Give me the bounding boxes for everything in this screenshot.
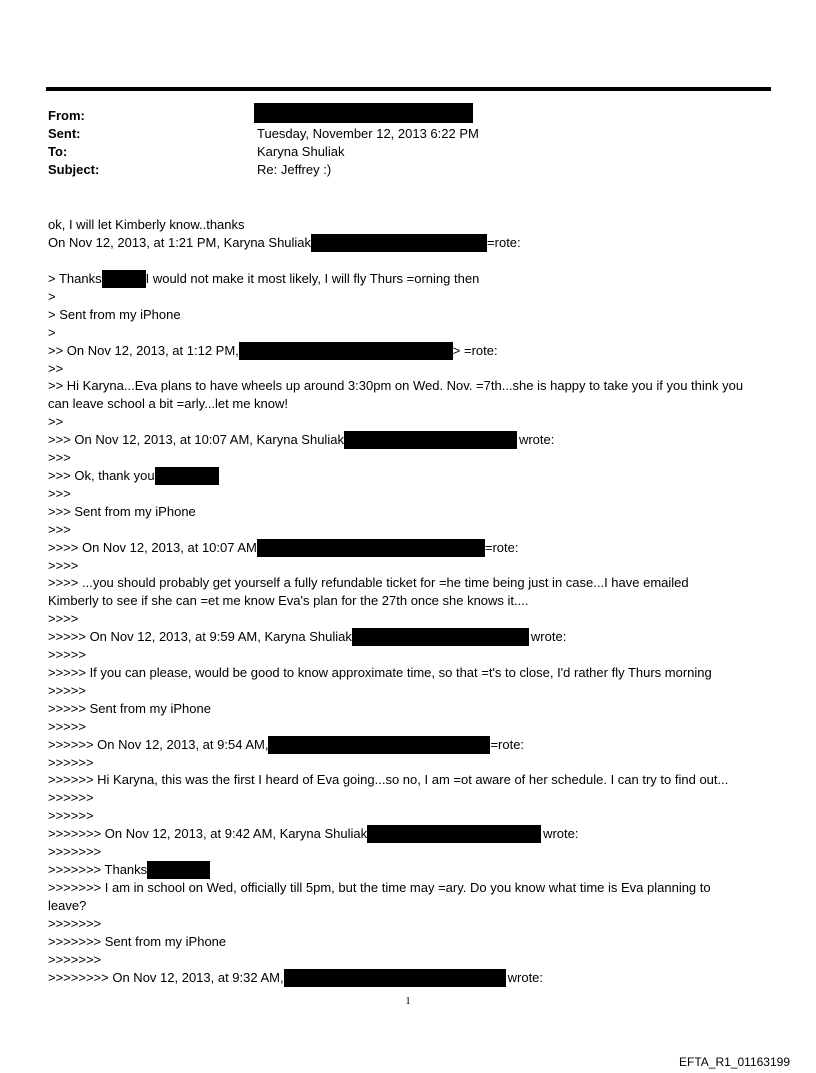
body-line: >>>>> Sent from my iPhone (48, 701, 211, 716)
body-line (48, 539, 518, 557)
body-line: > Sent from my iPhone (48, 307, 181, 322)
body-line: > (48, 325, 56, 340)
body-line: >>>>>>> (48, 916, 102, 931)
sender-redaction (239, 342, 453, 360)
body-text: wrote: (518, 432, 555, 447)
from-label: From: (48, 108, 85, 123)
sender-redaction (284, 969, 506, 987)
body-text: >>>>>>> Thanks (48, 862, 148, 877)
body-line: >> Hi Karyna...Eva plans to have wheels up around 3:30pm on Wed. Nov. =7th...she is happy to take you if you think you (48, 378, 744, 393)
body-line: >>>>>> (48, 790, 94, 805)
body-line: >>>>>>> (48, 952, 102, 967)
sender-redaction (257, 539, 485, 557)
body-text: >> On Nov 12, 2013, at 1:12 PM, (48, 343, 239, 358)
body-text: wrote: (530, 629, 567, 644)
body-line: >>>>>> (48, 755, 94, 770)
sent-value: Tuesday, November 12, 2013 6:22 PM (257, 126, 479, 141)
email-redaction (352, 628, 529, 646)
body-line: >>>>> If you can please, would be good to know approximate time, so that =t's to close, I'd rather fly Thurs morning (48, 665, 712, 680)
body-line: >>> (48, 522, 71, 537)
email-redaction (367, 825, 541, 843)
body-line: >>>>> (48, 683, 86, 698)
body-line: >>>>> (48, 719, 86, 734)
body-text: >>>> On Nov 12, 2013, at 10:07 AM (48, 540, 257, 555)
body-text: >>>>> On Nov 12, 2013, at 9:59 AM, Karyna Shuliak (48, 629, 352, 644)
body-line: >>> (48, 486, 71, 501)
body-line: ok, I will let Kimberly know..thanks (48, 217, 245, 232)
email-redaction (344, 431, 517, 449)
from-redaction (254, 103, 473, 123)
body-line (48, 431, 554, 449)
name-redaction (155, 467, 219, 485)
body-text: =rote: (490, 737, 525, 752)
header-rule (46, 87, 771, 91)
body-text: wrote: (543, 826, 579, 841)
subject-label: Subject: (48, 162, 100, 177)
body-text: wrote: (507, 970, 544, 985)
body-text: On Nov 12, 2013, at 1:21 PM, Karyna Shuliak (48, 235, 312, 250)
body-line: >>>>>> (48, 808, 94, 823)
body-line: >>> (48, 450, 71, 465)
page-number: 1 (405, 995, 411, 1007)
body-line (48, 969, 543, 987)
body-line (48, 467, 219, 485)
body-text: =rote: (487, 235, 521, 250)
body-text: > Thanks (48, 271, 102, 286)
body-line: > (48, 289, 56, 304)
body-line: can leave school a bit =arly...let me know! (48, 396, 289, 411)
body-text: >>> On Nov 12, 2013, at 10:07 AM, Karyna Shuliak (48, 432, 344, 447)
body-text: =rote: (484, 540, 519, 555)
sent-label: Sent: (48, 126, 81, 141)
body-text: >>>>>>>> On Nov 12, 2013, at 9:32 AM, (48, 970, 284, 985)
body-line (48, 342, 498, 360)
body-line: Kimberly to see if she can =et me know Eva's plan for the 27th once she knows it.... (48, 593, 529, 608)
body-line: >> (48, 361, 64, 376)
body-line: >>>>> (48, 647, 86, 662)
body-line: >>>> (48, 611, 79, 626)
body-line: >>>> (48, 558, 79, 573)
to-label: To: (48, 144, 68, 159)
body-line: >> (48, 414, 64, 429)
body-line (48, 628, 566, 646)
body-line: >>> Sent from my iPhone (48, 504, 196, 519)
body-text: > =rote: (452, 343, 498, 358)
body-text: >>>>>>> On Nov 12, 2013, at 9:42 AM, Karyna Shuliak (48, 826, 368, 841)
email-redaction (311, 234, 487, 252)
body-line: >>>>>>> (48, 844, 102, 859)
name-redaction (147, 861, 210, 879)
body-line (48, 270, 479, 288)
body-line (48, 234, 521, 252)
body-text: I would not make it most likely, I will fly Thurs =orning then (145, 271, 480, 286)
body-line: >>>>>> Hi Karyna, this was the first I heard of Eva going...so no, I am =ot aware of her schedule. I can try to find out... (48, 772, 729, 787)
name-redaction (102, 270, 146, 288)
body-line: >>>>>>> Sent from my iPhone (48, 934, 227, 949)
body-text: >>>>>> On Nov 12, 2013, at 9:54 AM, (48, 737, 269, 752)
body-line: >>>>>>> I am in school on Wed, officially till 5pm, but the time may =ary. Do you know what time is Eva planning to (48, 880, 711, 895)
body-line (48, 825, 578, 843)
subject-value: Re: Jeffrey :) (257, 162, 332, 177)
body-line (48, 861, 210, 879)
to-value: Karyna Shuliak (257, 144, 345, 159)
sender-redaction (268, 736, 490, 754)
body-line (48, 736, 524, 754)
bates-number: EFTA_R1_01163199 (679, 1055, 790, 1069)
body-line: >>>> ...you should probably get yourself a fully refundable ticket for =he time being just in case...I have emailed (48, 575, 689, 590)
body-text: >>> Ok, thank you (48, 468, 155, 483)
body-line: leave? (48, 898, 87, 913)
